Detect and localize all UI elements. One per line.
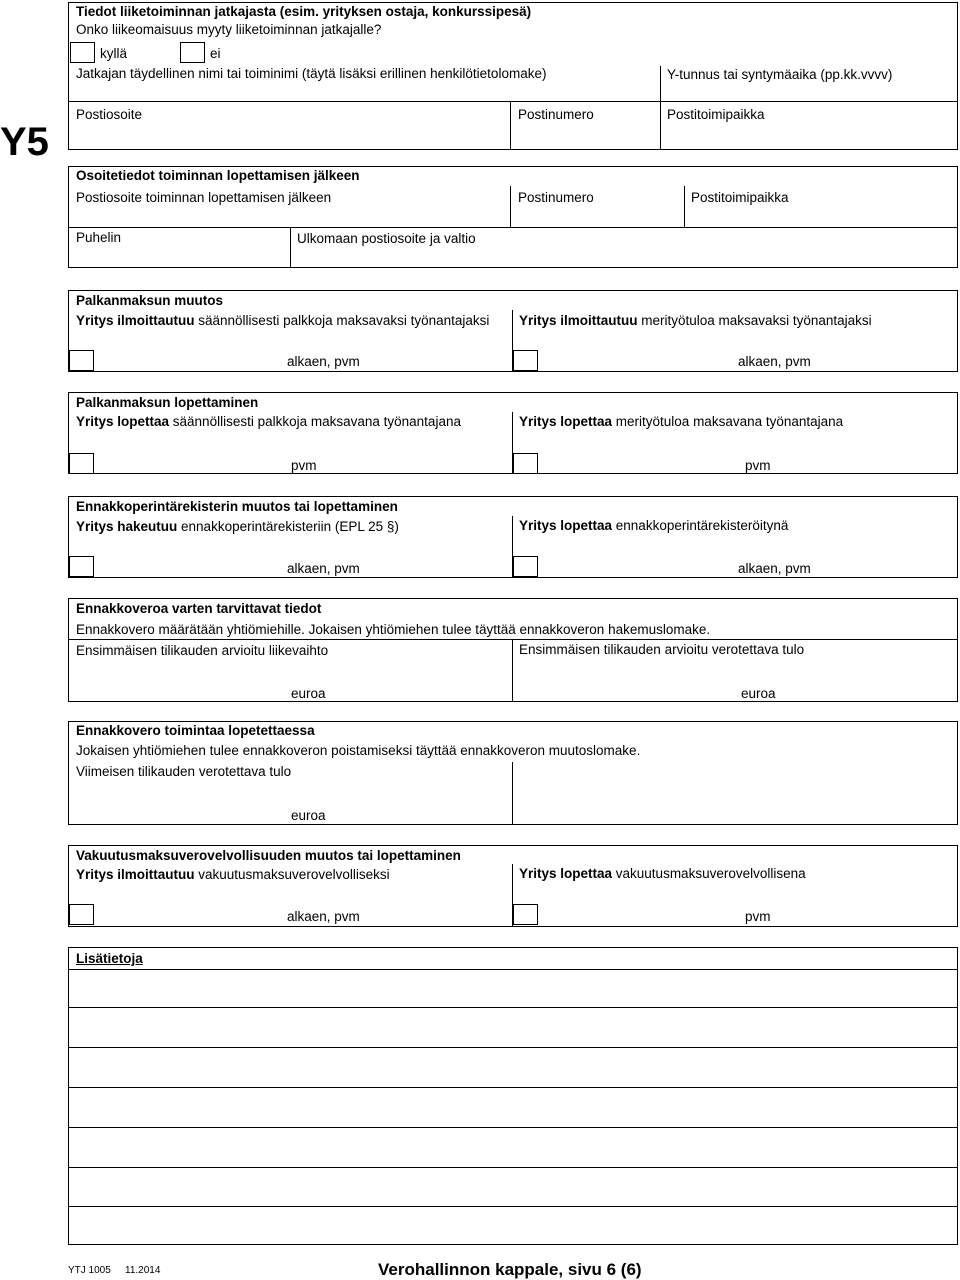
section-insurance-tax-title: Vakuutusmaksuverovelvollisuuden muutos tai lopettaminen [76,848,461,863]
estimated-turnover-label: Ensimmäisen tilikauden arvioitu liikevaihto [76,643,329,658]
continuer-city-label: Postitoimipaikka [667,107,765,122]
payroll-end-right-date-label: pvm [745,458,771,473]
section-prepayment-register-title: Ennakkoperintärekisterin muutos tai lopettaminen [76,499,398,514]
side-label: Y5 [0,120,49,164]
foreign-address-label: Ulkomaan postiosoite ja valtio [297,231,476,246]
payroll-change-left-text: säännöllisesti palkkoja maksavaksi työnantajaksi [194,313,490,328]
phone-field[interactable] [70,247,288,266]
payroll-end-left-checkbox[interactable] [69,453,94,474]
prepayment-right-label [519,518,788,534]
section-continuer-title: Tiedot liiketoiminnan jatkajasta (esim. yrityksen ostaja, konkurssipesä) [76,4,532,19]
after-city-field[interactable] [686,207,956,225]
payroll-end-left-bold: Yritys lopettaa [76,414,170,429]
payroll-end-left-text: säännöllisesti palkkoja maksavana työnantajana [169,414,461,429]
payroll-change-right-text: merityötuloa maksavaksi työnantajaksi [637,313,872,328]
yes-label: kyllä [100,46,128,61]
after-postcode-label: Postinumero [518,190,594,205]
after-address-label: Postiosoite toiminnan lopettamisen jälkeen [76,190,332,205]
form-date: 11.2014 [125,1265,161,1276]
prepayment-left-text: ennakkoperintärekisteriin (EPL 25 §) [177,519,399,534]
advance-tax-note: Ennakkovero määrätään yhtiömiehille. Jokaisen yhtiömiehen tulee täyttää ennakkoveron hakemuslomake. [76,622,711,637]
prepayment-right-text: ennakkoperintärekisteröitynä [612,518,789,533]
estimated-income-label: Ensimmäisen tilikauden arvioitu verotettava tulo [519,642,805,657]
form-code: YTJ 1005 [68,1265,111,1276]
yes-checkbox[interactable] [70,42,95,63]
payroll-end-right-bold: Yritys lopettaa [519,414,613,429]
insurance-tax-left-text: vakuutusmaksuverovelvolliseksi [194,867,390,882]
insurance-tax-right-checkbox[interactable] [513,904,538,925]
payroll-change-right-date-label: alkaen, pvm [738,354,811,369]
tax-on-closing-note: Jokaisen yhtiömiehen tulee ennakkoveron poistamiseksi täyttää ennakkoveron muutoslomake. [76,743,641,758]
estimated-turnover-field[interactable] [70,662,510,700]
continuer-id-field[interactable] [662,84,956,100]
sold-question: Onko liikeomaisuus myyty liiketoiminnan jatkajalle? [76,22,382,37]
continuer-postcode-label: Postinumero [518,107,594,122]
payroll-end-left-label [76,414,461,430]
last-period-income-field[interactable] [70,782,510,822]
insurance-tax-left-bold: Yritys ilmoittautuu [76,867,195,882]
estimated-income-field[interactable] [514,662,956,700]
section-address-after-title: Osoitetiedot toiminnan lopettamisen jälkeen [76,168,360,183]
continuer-address-field[interactable] [70,124,508,148]
continuer-id-label: Y-tunnus tai syntymäaika (pp.kk.vvvv) [667,67,893,82]
estimated-income-unit: euroa [741,686,776,701]
last-period-income-label: Viimeisen tilikauden verotettava tulo [76,764,292,779]
section-payroll-end-title: Palkanmaksun lopettaminen [76,395,259,410]
prepayment-right-date-label: alkaen, pvm [738,561,811,576]
payroll-end-right-text: merityötuloa maksavana työnantajana [612,414,844,429]
insurance-tax-left-checkbox[interactable] [69,904,94,925]
payroll-change-left-date-label: alkaen, pvm [287,354,360,369]
payroll-change-left-bold: Yritys ilmoittautuu [76,313,195,328]
section-payroll-change-title: Palkanmaksun muutos [76,293,224,308]
prepayment-left-bold: Yritys hakeutuu [76,519,178,534]
insurance-tax-right-date-label: pvm [745,909,771,924]
payroll-change-right-bold: Yritys ilmoittautuu [519,313,638,328]
insurance-tax-left-date-label: alkaen, pvm [287,909,360,924]
payroll-change-right-label [519,313,872,329]
continuer-name-field[interactable] [70,82,658,100]
no-label: ei [210,46,221,61]
insurance-tax-right-text: vakuutusmaksuverovelvollisena [612,866,806,881]
payroll-change-right-checkbox[interactable] [513,350,538,371]
prepayment-right-checkbox[interactable] [513,556,538,577]
phone-label: Puhelin [76,230,122,245]
continuer-name-label: Jatkajan täydellinen nimi tai toiminimi (täytä lisäksi erillinen henkilötietolomake) [76,66,547,81]
continuer-postcode-field[interactable] [512,124,658,148]
prepayment-left-date-label: alkaen, pvm [287,561,360,576]
last-period-income-unit: euroa [291,808,326,823]
payroll-end-right-label [519,414,843,430]
additional-info-field[interactable] [70,970,956,1243]
section-advance-tax-title: Ennakkoveroa varten tarvittavat tiedot [76,601,322,616]
insurance-tax-left-label [76,867,390,883]
section-additional-info-title: Lisätietoja [76,951,143,966]
insurance-tax-right-label [519,866,806,882]
section-tax-on-closing-title: Ennakkovero toimintaa lopetettaessa [76,723,315,738]
after-postcode-field[interactable] [512,207,682,225]
after-city-label: Postitoimipaikka [691,190,789,205]
continuer-city-field[interactable] [662,124,956,148]
continuer-address-label: Postiosoite [76,107,143,122]
prepayment-left-label [76,519,399,535]
payroll-end-left-date-label: pvm [291,458,317,473]
prepayment-right-bold: Yritys lopettaa [519,518,613,533]
payroll-end-right-checkbox[interactable] [513,453,538,474]
payroll-change-left-label [76,313,489,329]
estimated-turnover-unit: euroa [291,686,326,701]
payroll-change-left-checkbox[interactable] [69,350,94,371]
copy-label: Verohallinnon kappale, sivu 6 (6) [378,1260,642,1279]
after-address-field[interactable] [70,207,508,225]
foreign-address-field[interactable] [292,247,956,266]
prepayment-left-checkbox[interactable] [69,556,94,577]
no-checkbox[interactable] [180,42,205,63]
insurance-tax-right-bold: Yritys lopettaa [519,866,613,881]
